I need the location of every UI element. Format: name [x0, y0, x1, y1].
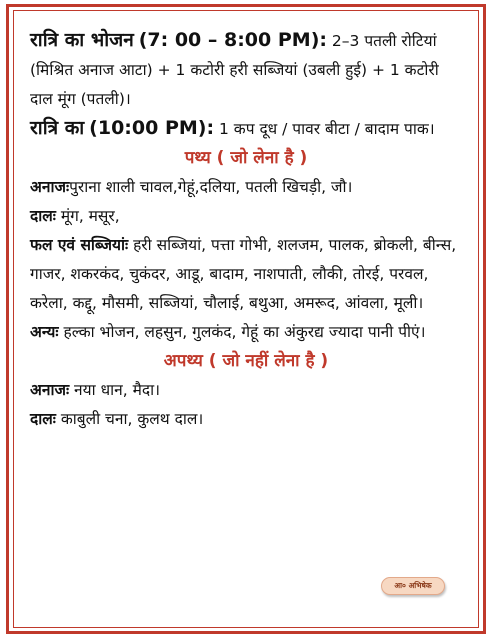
author-badge: आ० अभिषेक [381, 577, 445, 595]
dinner-paragraph [30, 26, 462, 114]
pathya-fruits-veg-text: हरी सब्जियां, पत्ता गोभी, शलजम, पालक, ब्रोकली, बीन्स, गाजर, शकरकंद, चुकंदर, आडू, बादाम, नाशपाती, लौकी, तोरई, परवल, करेला, कद्दू, मौसमी, सब्जियां, चौलाई, बथुआ, अमरूद, आंवला, मूली। [30, 236, 457, 312]
night-time: (10:00 PM): [89, 117, 215, 139]
pathya-item-others [30, 318, 462, 347]
apathya-pulses-label: दालः [30, 410, 56, 428]
dinner-time: (7: 00 – 8:00 PM): [138, 29, 327, 51]
apathya-pulses-text: काबुली चना, कुलथ दाल। [60, 410, 204, 428]
apathya-item-pulses [30, 405, 462, 434]
night-label: रात्रि का [30, 117, 85, 139]
pathya-fruits-veg-label: फल एवं सब्जियांः [30, 236, 129, 254]
pathya-grains-text: पुराना शाली चावल,गेहूं,दलिया, पतली खिचड़ी, जौ। [69, 178, 353, 196]
apathya-heading: अपथ्य ( जो नहीं लेना है ) [163, 351, 329, 371]
pathya-pulses-label: दालः [30, 207, 56, 225]
pathya-others-text: हल्का भोजन, लहसुन, गुलकंद, गेहूं का अंकुरद्य ज्यादा पानी पीएं। [63, 323, 426, 341]
apathya-item-grains [30, 376, 462, 405]
pathya-heading: पथ्य ( जो लेना है ) [184, 148, 308, 168]
pathya-others-label: अन्यः [30, 323, 59, 341]
pathya-pulses-text: मूंग, मसूर, [55, 207, 120, 225]
night-text: 1 कप दूध / पावर बीटा / बादाम पाक। [219, 120, 435, 138]
pathya-grains-label: अनाजः [30, 178, 70, 196]
pathya-item-grains [30, 173, 462, 202]
diet-chart-content [30, 26, 462, 434]
pathya-item-pulses [30, 202, 462, 231]
apathya-grains-label: अनाजः [30, 381, 70, 399]
dinner-label: रात्रि का भोजन [30, 29, 134, 51]
dinner-text: 2–3 पतली रोटियां (मिश्रित अनाज आटा) + 1 कटोरी हरी सब्जियां (उबली हुई) + 1 कटोरी दाल मूंग (पतली)। [30, 32, 439, 108]
apathya-grains-text: नया धान, मैदा। [74, 381, 160, 399]
pathya-item-fruits-veg [30, 231, 462, 318]
night-paragraph [30, 114, 462, 144]
